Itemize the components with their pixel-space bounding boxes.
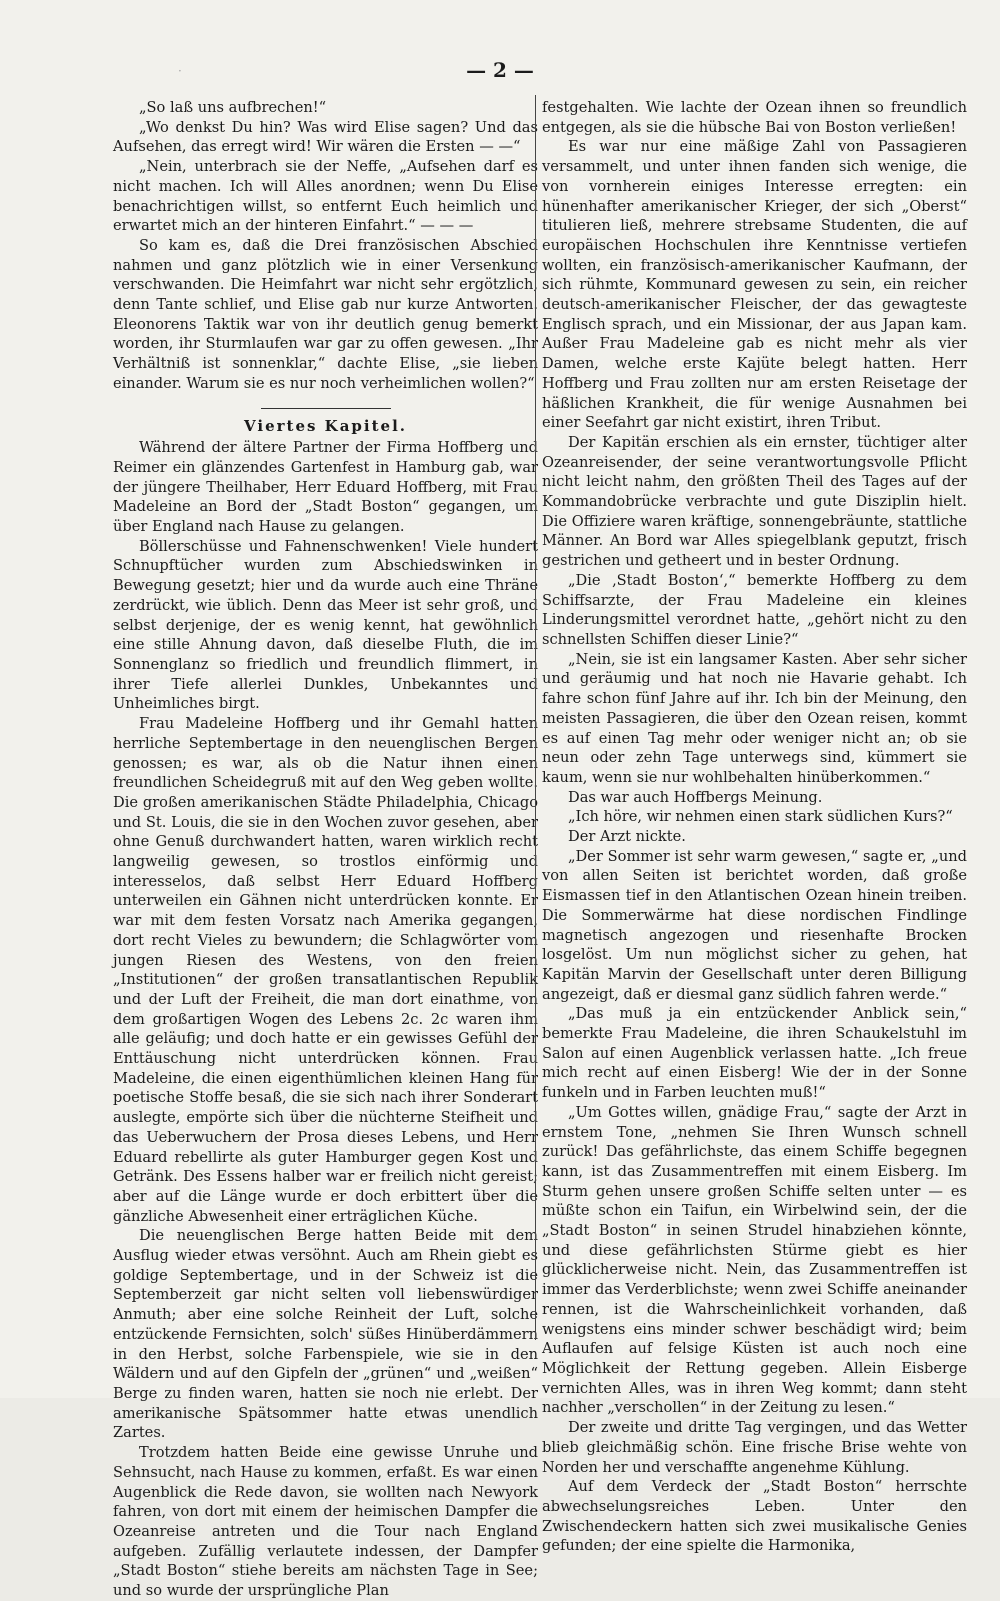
right-column <box>542 98 967 1556</box>
paragraph: „Ich höre, wir nehmen einen stark südlichen Kurs?“ <box>568 808 953 826</box>
paragraph: Frau Madeleine Hoffberg und ihr Gemahl hatten herrliche Septembertage in den neuenglischen Bergen genossen; es war, als ob die Natur ihnen einen freundlichen Scheidegruß mit auf den Weg geben wollte. Die großen amerikanischen Städte Philadelphia, Chicago und St. Louis, die sie in den Wochen zuvor gesehen, aber ohne Genuß durchwandert hatten, waren wirklich recht langweilig gewesen, so trostlos einförmig und interesselos, daß selbst Herr Eduard Hoffberg unterweilen ein Gähnen nicht unterdrücken konnte. Er war mit dem festen Vorsatz nach Amerika gegangen, dort recht Vieles zu bewundern; die Schlagwörter vom jungen Riesen des Westens, von den freien „Institutionen“ der großen transatlantischen Republik und der Luft der Freiheit, die man dort einathme, von dem großartigen Wogen des Lebens 2c. 2c waren ihm alle geläufig; und doch hatte er ein gewisses Gefühl der Enttäuschung nicht unterdrücken können. Frau Madeleine, die einen eigenthümlichen kleinen Hang für poetische Stoffe besaß, die sie sich nach ihrer Sonderart auslegte, empörte sich über die nüchterne Steifheit und das Ueberwuchern der Prosa dieses Lebens, und Herr Eduard rebellirte als guter Hamburger gegen Kost und Getränk. Des Essens halber war er freilich nicht gereist; aber auf die Länge wurde er doch erbittert über die gänzliche Abwesenheit einer erträglichen Küche. <box>113 715 538 1225</box>
paragraph: „Das muß ja ein entzückender Anblick sein,“ bemerkte Frau Madeleine, die ihren Schaukelstuhl im Salon auf einen Augenblick verlassen hatte. „Ich freue mich recht auf einen Eisberg! Wie der in der Sonne funkeln und in Farben leuchten muß!“ <box>542 1005 967 1102</box>
paragraph: Trotzdem hatten Beide eine gewisse Unruhe und Sehnsucht, nach Hause zu kommen, erfaßt. Es war einen Augenblick die Rede davon, sie wollten nach Newyork fahren, von dort mit einem der heimischen Dampfer die Ozeanreise antreten und die Tour nach England aufgeben. Zufällig verlautete indessen, der Dampfer „Stadt Boston“ stiehe bereits am nächsten Tage in See; und so wurde der ursprüngliche Plan <box>113 1444 538 1600</box>
paragraph: Der zweite und dritte Tag vergingen, und das Wetter blieb gleichmäßig schön. Eine frische Brise wehte von Norden her und verschaffte angenehme Kühlung. <box>542 1419 967 1476</box>
section-rule <box>261 408 391 409</box>
column-divider <box>535 95 536 1340</box>
paragraph-continuation: festgehalten. Wie lachte der Ozean ihnen so freundlich entgegen, als sie die hübsche Bai von Boston verließen! <box>542 99 967 136</box>
paragraph: „Wo denkst Du hin? Was wird Elise sagen? Und das Aufsehen, das erregt wird! Wir wären die Ersten — —“ <box>113 118 538 156</box>
left-column <box>113 98 538 1601</box>
paragraph: „So laß uns aufbrechen!“ <box>139 99 327 116</box>
paragraph: Der Kapitän erschien als ein ernster, tüchtiger alter Ozeanreisender, der seine verantwortungsvolle Pflicht nicht leicht nahm, den größten Theil des Tages auf der Kommandobrücke verbrachte und gute Disziplin hielt. Die Offiziere waren kräftige, sonnengebräunte, stattliche Männer. An Bord war Alles spiegelblank geputzt, frisch gestrichen und getheert und in bester Ordnung. <box>542 433 967 570</box>
paragraph: Die neuenglischen Berge hatten Beide mit dem Ausflug wieder etwas versöhnt. Auch am Rhein giebt es goldige Septembertage, und in der Schweiz ist die Septemberzeit gar nicht selten voll liebenswürdiger Anmuth; aber eine solche Reinheit der Luft, solche entzückende Fernsichten, solch' süßes Hinüberdämmern in den Herbst, solche Farbenspiele, wie sie in den Wäldern und auf den Gipfeln der „grünen“ und „weißen“ Berge zu finden waren, hatten sie noch nie erlebt. Der amerikanische Spätsommer hatte etwas unendlich Zartes. <box>113 1227 538 1442</box>
paragraph: Das war auch Hoffbergs Meinung. <box>568 788 823 806</box>
paragraph: So kam es, daß die Drei französischen Abschied nahmen und ganz plötzlich wie in einer Versenkung verschwanden. Die Heimfahrt war nicht sehr ergötzlich, denn Tante schlief, und Elise gab nur kurze Antworten. Eleonorens Taktik war von ihr deutlich genug bemerkt worden, ihr Sturmlaufen war gar zu offen gewesen. „Ihr Verhältniß ist sonnenklar,“ dachte Elise, „sie lieben einander. Warum sie es nur noch verheimlichen wollen?“ <box>113 236 538 392</box>
ink-smudge: · <box>178 64 182 78</box>
paragraph: „Der Sommer ist sehr warm gewesen,“ sagte er, „und von allen Seiten ist berichtet worden, daß große Eismassen tief in den Atlantischen Ozean hinein treiben. Die Sommerwärme hat diese nordischen Findlinge magnetisch angezogen und riesenhafte Brocken losgelöst. Um nun möglichst sicher zu gehen, hat Kapitän Marvin der Gesellschaft unter deren Billigung angezeigt, daß er diesmal ganz südlich fahren werde.“ <box>542 847 967 1003</box>
paragraph: Es war nur eine mäßige Zahl von Passagieren versammelt, und unter ihnen fanden sich wenige, die von vornherein einiges Interesse erregten: ein hünenhafter amerikanischer Krieger, der sich „Oberst“ titulieren ließ, mehrere strebsame Studenten, die auf europäischen Hochschulen ihre Kenntnisse vertiefen wollten, ein französisch-amerikanischer Kaufmann, der sich rühmte, Kommunard gewesen zu sein, ein reicher deutsch-amerikanischer Fleischer, der das gewagteste Englisch sprach, und ein Missionar, der aus Japan kam. Außer Frau Madeleine gab es nicht mehr als vier Damen, welche erste Kajüte belegt hatten. Herr Hoffberg und Frau zollten nur am ersten Reisetage der häßlichen Krankheit, die für wenige Ausnahmen bei einer Seefahrt gar nicht existirt, ihren Tribut. <box>542 138 967 432</box>
page-number: — 2 — <box>466 58 534 82</box>
paragraph: Böllerschüsse und Fahnenschwenken! Viele hundert Schnupftücher wurden zum Abschiedswinken in Bewegung gesetzt; hier und da wurde auch eine Thräne zerdrückt, wie üblich. Denn das Meer ist sehr groß, und selbst derjenige, der es wenig kennt, hat gewöhnlich eine stille Ahnung davon, daß dieselbe Fluth, die im Sonnenglanz so friedlich und freundlich flimmert, in ihrer Tiefe allerlei Dunkles, Unbekanntes und Unheimliches birgt. <box>113 537 538 713</box>
chapter-heading: Viertes Kapitel. <box>244 416 407 435</box>
paragraph: Während der ältere Partner der Firma Hoffberg und Reimer ein glänzendes Gartenfest in Hamburg gab, war der jüngere Theilhaber, Herr Eduard Hoffberg, mit Frau Madeleine an Bord der „Stadt Boston“ gegangen, um über England nach Hause zu gelangen. <box>113 439 538 536</box>
paragraph: „Nein, unterbrach sie der Neffe, „Aufsehen darf es nicht machen. Ich will Alles anordnen; wenn Du Elise benachrichtigen willst, so entfernt Euch heimlich und erwartet mich an der hinteren Einfahrt.“ — — — <box>113 158 538 235</box>
paragraph: Der Arzt nickte. <box>568 828 686 846</box>
paragraph: „Nein, sie ist ein langsamer Kasten. Aber sehr sicher und geräumig und hat noch nie Havarie gehabt. Ich fahre schon fünf Jahre auf ihr. Ich bin der Meinung, den meisten Passagieren, die über den Ozean reisen, kommt es auf einen Tag mehr oder weniger nicht an; ob sie neun oder zehn Tage unterwegs sind, kümmert sie kaum, wenn sie nur wohlbehalten hinüberkommen.“ <box>542 650 967 786</box>
paragraph: Auf dem Verdeck der „Stadt Boston“ herrschte abwechselungsreiches Leben. Unter den Zwischendeckern hatten sich zwei musikalische Genies gefunden; der eine spielte die Harmonika, <box>542 1478 967 1555</box>
paragraph: „Um Gottes willen, gnädige Frau,“ sagte der Arzt in ernstem Tone, „nehmen Sie Ihren Wunsch schnell zurück! Das gefährlichste, das einem Schiffe begegnen kann, ist das Zusammentreffen mit einem Eisberg. Im Sturm gehen unsere großen Schiffe selten unter — es müßte schon ein Taifun, ein Wirbelwind sein, der die „Stadt Boston“ in seinen Strudel hinabziehen könnte, und diese gefährlichsten Stürme giebt es hier glücklicherweise nicht. Nein, das Zusammentreffen ist immer das Verderblichste; wenn zwei Schiffe aneinander rennen, ist die Wahrscheinlichkeit vorhanden, daß wenigstens eins minder schwer beschädigt wird; beim Auflaufen auf felsige Küsten ist auch noch eine Möglichkeit der Rettung gegeben. Allein Eisberge vernichten Alles, was in ihren Weg kommt; dann steht nachher „verschollen“ in der Zeitung zu lesen.“ <box>542 1103 967 1417</box>
paragraph: „Die ‚Stadt Boston‘,“ bemerkte Hoffberg zu dem Schiffsarzte, der Frau Madeleine ein kleines Linderungsmittel verordnet hatte, „gehört nicht zu den schnellsten Schiffen dieser Linie?“ <box>542 571 967 648</box>
